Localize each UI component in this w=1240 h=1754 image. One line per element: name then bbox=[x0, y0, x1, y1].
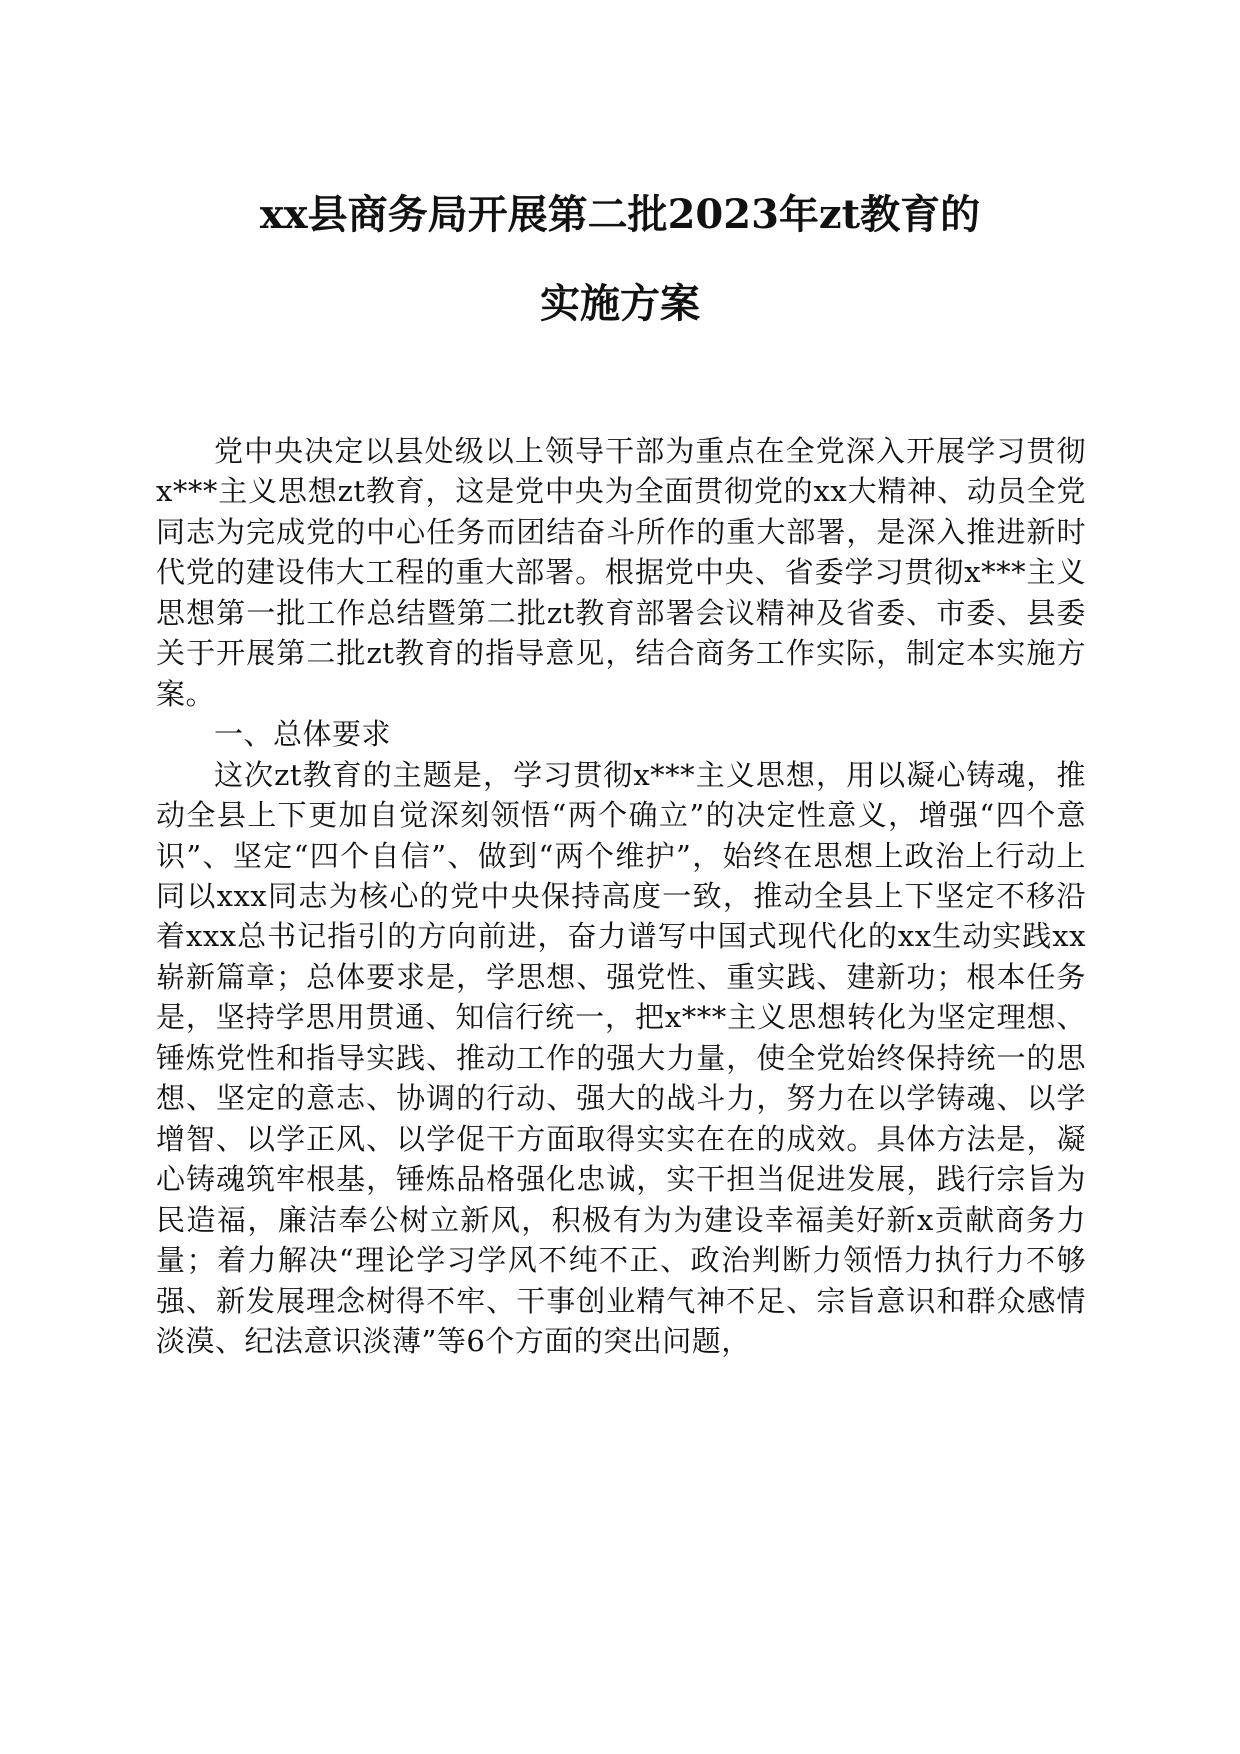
requirements-paragraph: 这次zt教育的主题是，学习贯彻x***主义思想，用以凝心铸魂，推动全县上下更加自觉深刻领悟“两个确立”的决定性意义，增强“四个意识”、坚定“四个自信”、做到“两个维护”，始终在思想上政治上行动上同以xxx同志为核心的党中央保持高度一致，推动全县上下坚定不移沿着xxx总书记指引的方向前进，奋力谱写中国式现代化的xx生动实践xx崭新篇章；总体要求是，学思想、强党性、重实践、建新功；根本任务是，坚持学思用贯通、知信行统一，把x***主义思想转化为坚定理想、锤炼党性和指导实践、推动工作的强大力量，使全党始终保持统一的思想、坚定的意志、协调的行动、强大的战斗力，努力在以学铸魂、以学增智、以学正风、以学促干方面取得实实在在的成效。具体方法是，凝心铸魂筑牢根基，锤炼品格强化忠诚，实干担当促进发展，践行宗旨为民造福，廉洁奉公树立新风，积极有为为建设幸福美好新x贡献商务力量；着力解决“理论学习学风不纯不正、政治判断力领悟力执行力不够强、新发展理念树得不牢、干事创业精气神不足、宗旨意识和群众感情淡漠、纪法意识淡薄”等6个方面的突出问题， bbox=[156, 757, 1086, 1358]
document-title-line-1: xx县商务局开展第二批2023年zt教育的 bbox=[259, 191, 981, 238]
section-heading: 一、总体要求 bbox=[214, 717, 392, 752]
document-body bbox=[156, 431, 1086, 1361]
intro-paragraph: 党中央决定以县处级以上领导干部为重点在全党深入开展学习贯彻x***主义思想zt教育，这是党中央为全面贯彻党的xx大精神、动员全党同志为完成党的中心任务而团结奋斗所作的重大部署，是深入推进新时代党的建设伟大工程的重大部署。根据党中央、省委学习贯彻x***主义思想第一批工作总结暨第二批zt教育部署会议精神及省委、市委、县委关于开展第二批zt教育的指导意见，结合商务工作实际，制定本实施方案。 bbox=[156, 434, 1086, 711]
document-title-line-2: 实施方案 bbox=[540, 280, 700, 327]
